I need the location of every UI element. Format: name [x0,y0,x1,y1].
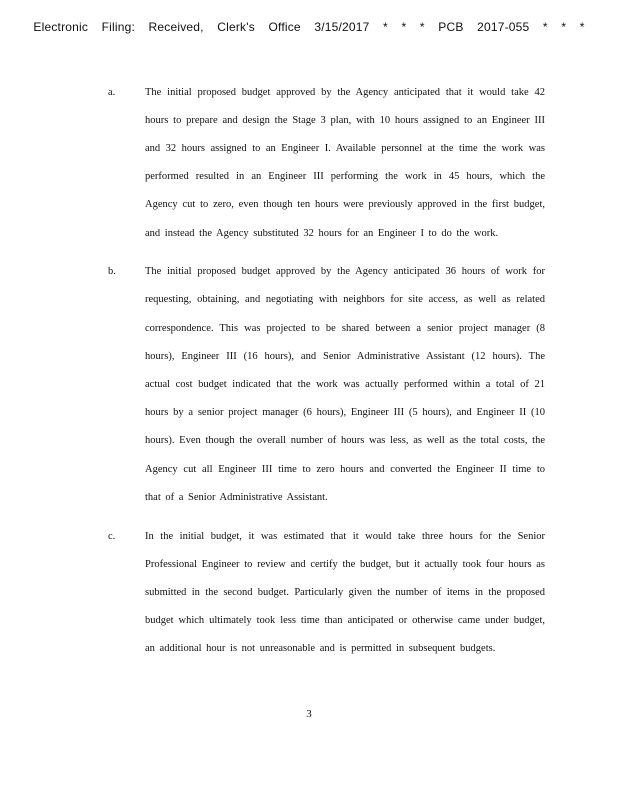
item-marker: b. [108,266,116,278]
item-list [0,68,618,674]
item-paragraph: The initial proposed budget approved by the Agency anticipated 36 hours of work for requesting, obtaining, and negotiating with neighbors for site access, as well as related correspondence. This was projected to be shared between a senior project manager (8 hours), Engineer III (16 hours), and Senior Administrative Assistant (12 hours). The actual cost budget indicated that the work was actually performed within a total of 21 hours by a senior project manager (6 hours), Engineer III (5 hours), and Engineer II (10 hours). Even though the overall number of hours was less, as well as the total costs, the Agency cut all Engineer III time to zero hours and converted the Engineer II time to that of a Senior Administrative Assistant. [145,266,545,503]
item-paragraph: In the initial budget, it was estimated that it would take three hours for the Senior Professional Engineer to review and certify the budget, but it actually took four hours as submitted in the second budget. Particularly given the number of items in the proposed budget which ultimately took less time than anticipated or otherwise came under budget, an additional hour is not unreasonable and is permitted in subsequent budgets. [145,530,545,655]
page-number: 3 [306,708,312,720]
list-item-b [0,258,618,512]
item-marker: c. [108,530,116,542]
list-item-a [0,79,618,248]
filing-header: Electronic Filing: Received, Clerk's Office 3/15/2017 * * * PCB 2017-055 * * * [33,20,585,34]
item-paragraph: The initial proposed budget approved by the Agency anticipated that it would take 42 hours to prepare and design the Stage 3 plan, with 10 hours assigned to an Engineer III and 32 hours assigned to an Engineer I. Available personnel at the time the work was performed resulted in an Engineer III performing the work in 45 hours, which the Agency cut to zero, even though ten hours were previously approved in the first budget, and instead the Agency substituted 32 hours for an Engineer I to do the work. [145,86,545,239]
list-item-c [0,523,618,664]
item-marker: a. [108,86,116,98]
